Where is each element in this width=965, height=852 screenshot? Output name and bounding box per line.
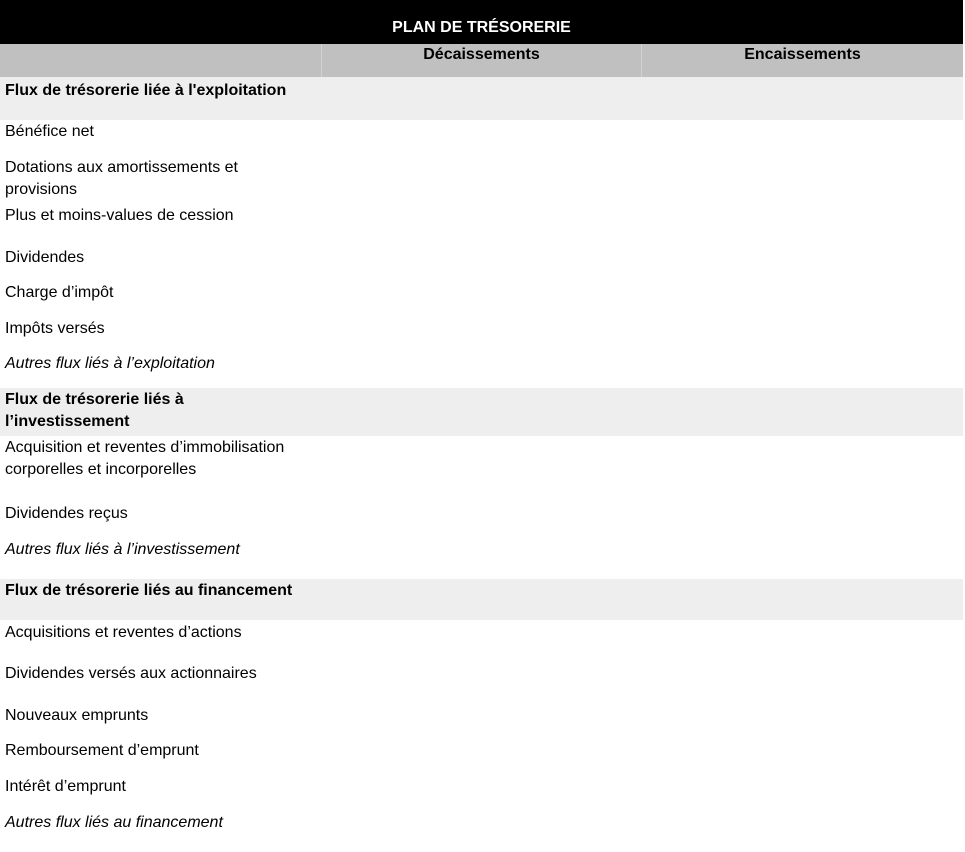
section-header-exploitation — [0, 77, 963, 120]
row-label: Dotations aux amortissements et provisions — [5, 159, 238, 198]
row-label: Dividendes reçus — [5, 505, 128, 522]
section-heading: Flux de trésorerie liée à l'exploitation — [5, 82, 287, 99]
column-header-decaissements-label: Décaissements — [423, 46, 540, 63]
row-label: Acquisition et reventes d’immobilisation corporelles et incorporelles — [5, 439, 285, 478]
table-title: PLAN DE TRÉSORERIE — [392, 19, 571, 36]
row-label: Intérêt d’emprunt — [5, 778, 126, 795]
row-label: Remboursement d’emprunt — [5, 742, 199, 759]
section-header-financement — [0, 579, 963, 620]
row-label: Dividendes versés aux actionnaires — [5, 665, 257, 682]
row-label: Charge d’impôt — [5, 284, 114, 301]
row-label: Autres flux liés à l’investissement — [5, 541, 240, 558]
row-label: Dividendes — [5, 249, 85, 266]
section-heading: Flux de trésorerie liés au financement — [5, 582, 293, 599]
section-heading: Flux de trésorerie liés à l’investissement — [5, 391, 184, 430]
column-header-encaissements — [642, 44, 963, 77]
row-label: Autres flux liés à l’exploitation — [5, 355, 215, 372]
row-label: Acquisitions et reventes d’actions — [5, 624, 242, 641]
section-header-investissement — [0, 388, 963, 436]
row-label: Impôts versés — [5, 320, 105, 337]
column-header-encaissements-label: Encaissements — [744, 46, 861, 63]
table-title-bar — [0, 0, 963, 44]
column-header-decaissements — [322, 44, 641, 77]
row-label: Plus et moins-values de cession — [5, 207, 234, 224]
column-header-label — [0, 44, 321, 77]
row-label: Autres flux liés au financement — [5, 814, 223, 831]
row-label: Nouveaux emprunts — [5, 707, 149, 724]
row-label: Bénéfice net — [5, 123, 94, 140]
